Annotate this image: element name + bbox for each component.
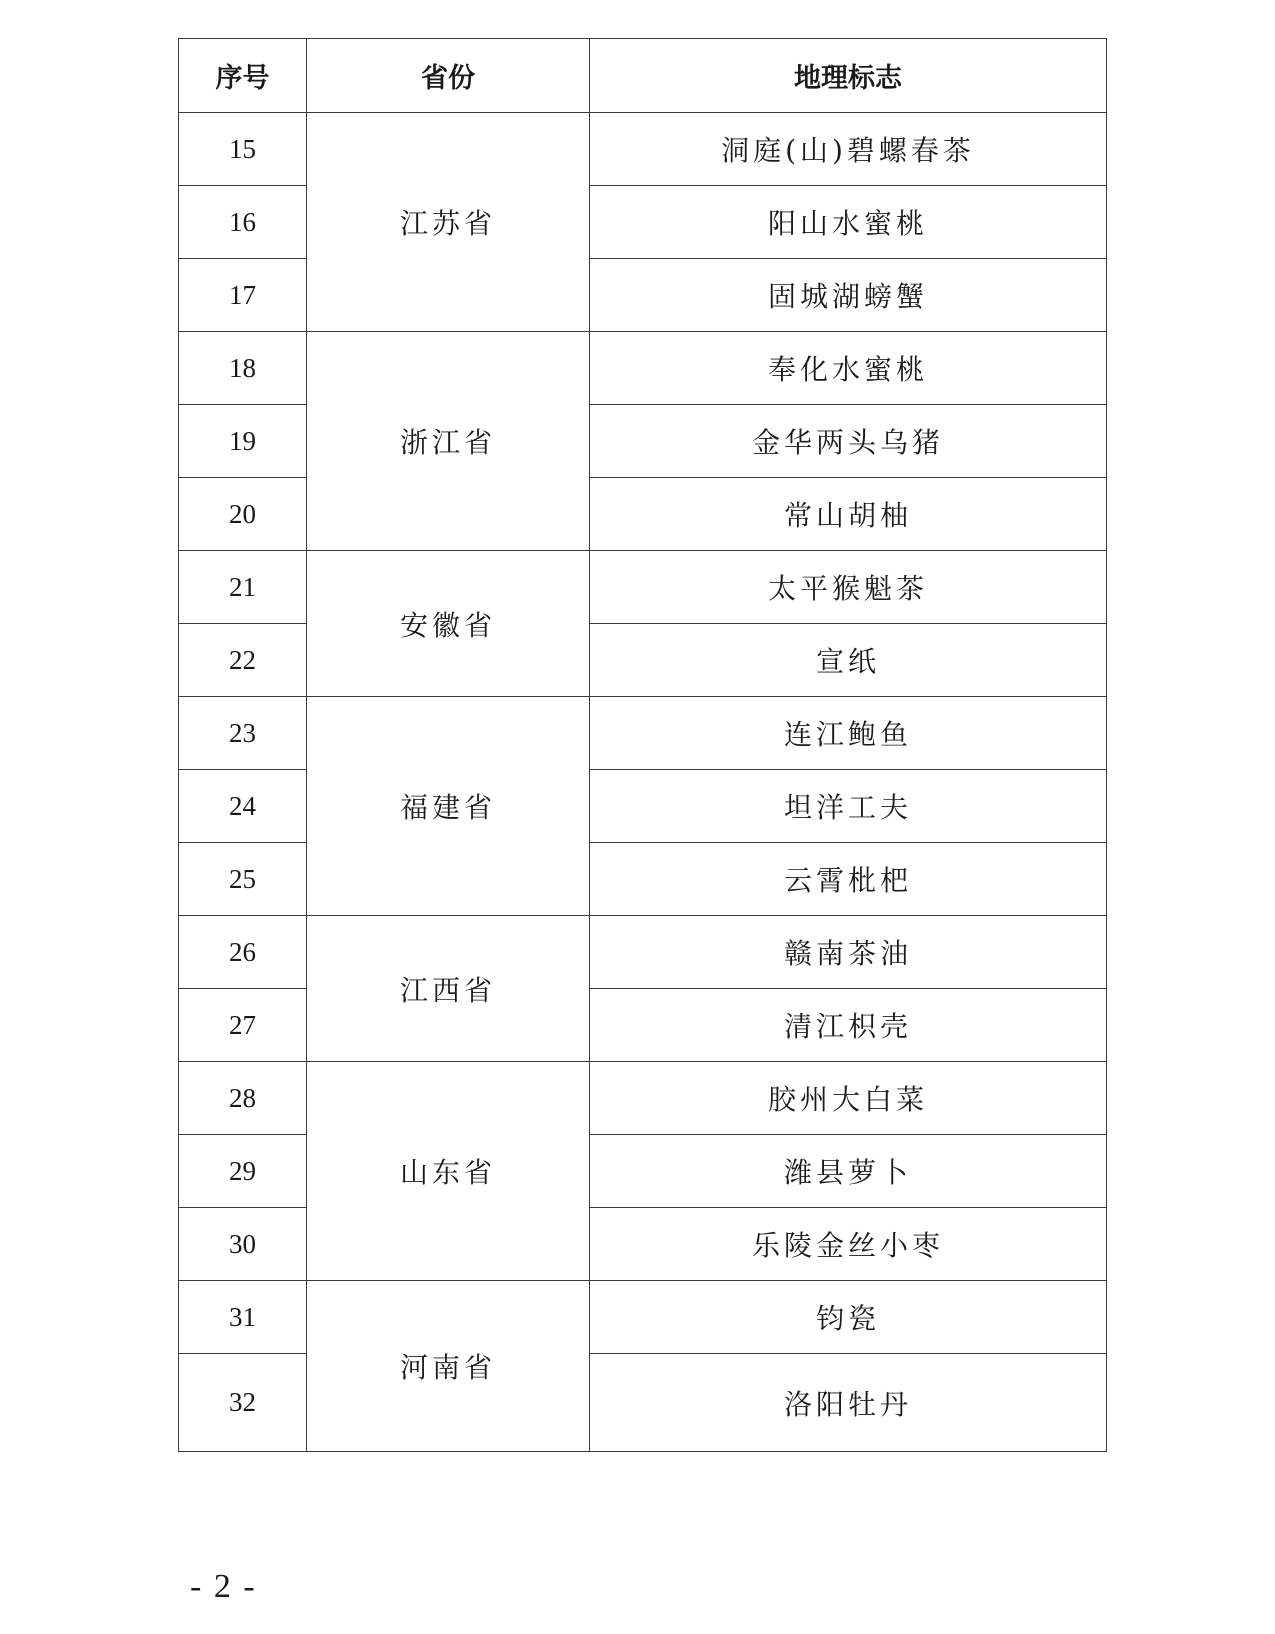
indication-cell: 坦洋工夫 xyxy=(590,770,1107,843)
row-number: 21 xyxy=(179,551,307,624)
province-cell: 浙江省 xyxy=(307,332,590,551)
table-row xyxy=(179,551,1107,624)
row-number: 22 xyxy=(179,624,307,697)
indication-cell: 阳山水蜜桃 xyxy=(590,186,1107,259)
indication-cell: 固城湖螃蟹 xyxy=(590,259,1107,332)
row-number: 29 xyxy=(179,1135,307,1208)
table-row xyxy=(179,697,1107,770)
indication-cell: 常山胡柚 xyxy=(590,478,1107,551)
indication-cell: 潍县萝卜 xyxy=(590,1135,1107,1208)
column-header-indication: 地理标志 xyxy=(590,39,1107,113)
province-cell: 安徽省 xyxy=(307,551,590,697)
row-number: 19 xyxy=(179,405,307,478)
indication-cell: 连江鲍鱼 xyxy=(590,697,1107,770)
column-header-province: 省份 xyxy=(307,39,590,113)
province-cell: 山东省 xyxy=(307,1062,590,1281)
row-number: 24 xyxy=(179,770,307,843)
row-number: 23 xyxy=(179,697,307,770)
indication-cell: 赣南茶油 xyxy=(590,916,1107,989)
table-row xyxy=(179,332,1107,405)
geographical-indication-table xyxy=(178,38,1107,1452)
province-cell: 江苏省 xyxy=(307,113,590,332)
column-header-index: 序号 xyxy=(179,39,307,113)
indication-cell: 钧瓷 xyxy=(590,1281,1107,1354)
row-number: 15 xyxy=(179,113,307,186)
indication-cell: 洛阳牡丹 xyxy=(590,1354,1107,1452)
page-number: - 2 - xyxy=(190,1568,257,1605)
table-header-row xyxy=(179,39,1107,113)
province-cell: 江西省 xyxy=(307,916,590,1062)
indication-cell: 太平猴魁茶 xyxy=(590,551,1107,624)
row-number: 30 xyxy=(179,1208,307,1281)
indication-cell: 清江枳壳 xyxy=(590,989,1107,1062)
row-number: 28 xyxy=(179,1062,307,1135)
table-row xyxy=(179,916,1107,989)
row-number: 26 xyxy=(179,916,307,989)
indication-cell: 云霄枇杷 xyxy=(590,843,1107,916)
row-number: 25 xyxy=(179,843,307,916)
row-number: 32 xyxy=(179,1354,307,1452)
indication-cell: 胶州大白菜 xyxy=(590,1062,1107,1135)
indication-cell: 洞庭(山)碧螺春茶 xyxy=(590,113,1107,186)
table-row xyxy=(179,1281,1107,1354)
row-number: 31 xyxy=(179,1281,307,1354)
table-row xyxy=(179,113,1107,186)
indication-cell: 金华两头乌猪 xyxy=(590,405,1107,478)
row-number: 17 xyxy=(179,259,307,332)
indication-cell: 奉化水蜜桃 xyxy=(590,332,1107,405)
province-cell: 福建省 xyxy=(307,697,590,916)
row-number: 18 xyxy=(179,332,307,405)
indication-cell: 乐陵金丝小枣 xyxy=(590,1208,1107,1281)
row-number: 20 xyxy=(179,478,307,551)
province-cell: 河南省 xyxy=(307,1281,590,1452)
table-row xyxy=(179,1062,1107,1135)
indication-cell: 宣纸 xyxy=(590,624,1107,697)
row-number: 27 xyxy=(179,989,307,1062)
row-number: 16 xyxy=(179,186,307,259)
